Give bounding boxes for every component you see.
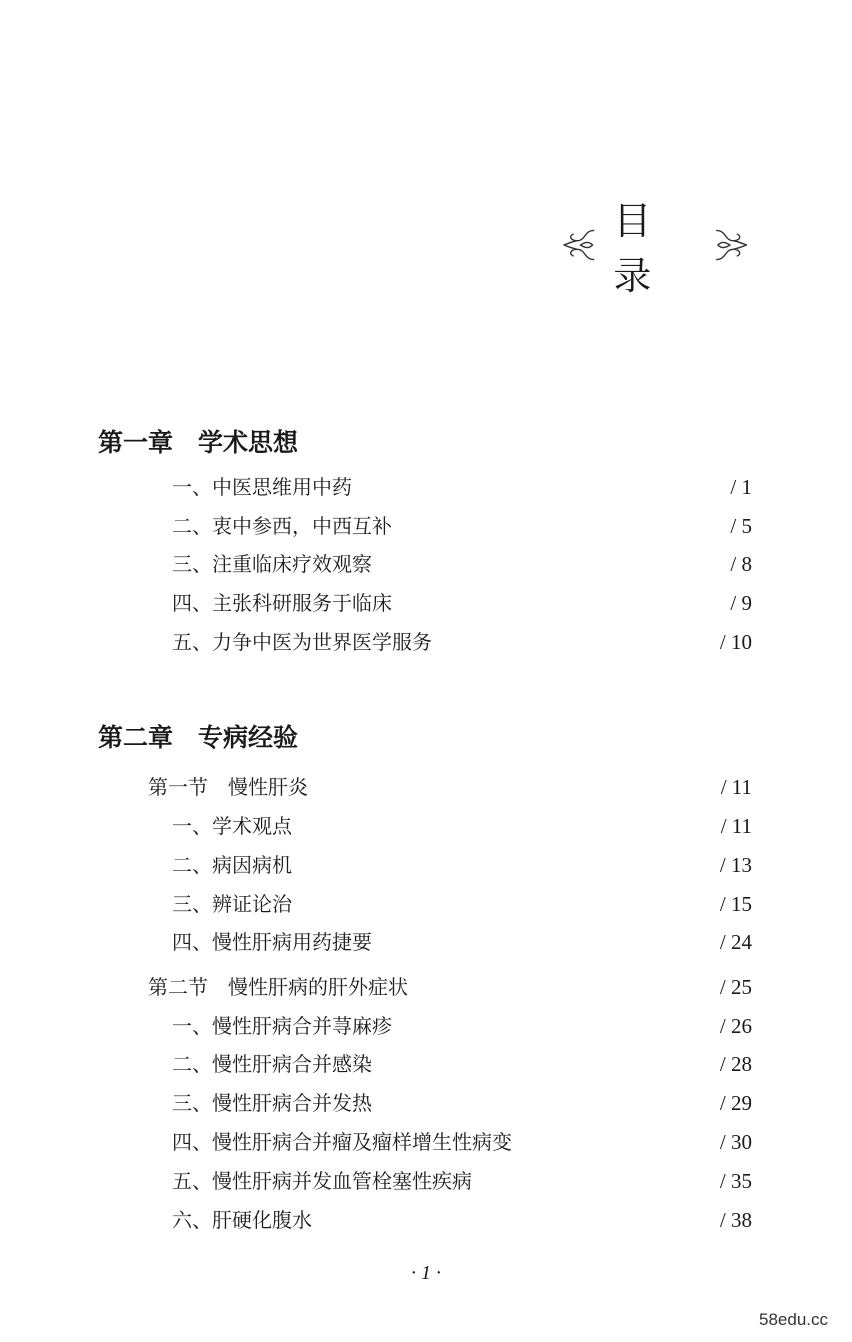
toc-entry[interactable] xyxy=(0,472,852,502)
toc-entry-label: 五、力争中医为世界医学服务 xyxy=(172,630,432,654)
toc-entry-label: 三、慢性肝病合并发热 xyxy=(172,1091,372,1115)
toc-entry-page: / 24 xyxy=(719,930,752,954)
toc-entry[interactable] xyxy=(0,811,852,841)
toc-entry[interactable] xyxy=(0,850,852,880)
watermark: 58edu.cc xyxy=(759,1310,828,1329)
toc-entry[interactable] xyxy=(0,1127,852,1157)
toc-title: 目录 xyxy=(613,199,666,298)
toc-entry-page: / 38 xyxy=(719,1208,752,1232)
toc-entry-page: / 29 xyxy=(719,1091,752,1115)
toc-entry-page: / 28 xyxy=(719,1052,752,1076)
toc-entry[interactable] xyxy=(0,511,852,541)
toc-entry-page: / 11 xyxy=(720,775,752,799)
toc-entry-page: / 26 xyxy=(719,1014,752,1038)
toc-entry-page: / 10 xyxy=(719,630,752,654)
toc-section[interactable] xyxy=(0,772,852,802)
toc-entry-label: 四、慢性肝病合并瘤及瘤样增生性病变 xyxy=(172,1130,512,1154)
toc-entry[interactable] xyxy=(0,549,852,579)
toc-entry-label: 一、慢性肝病合并荨麻疹 xyxy=(172,1014,392,1038)
toc-entry-label: 二、病因病机 xyxy=(172,853,292,877)
toc-entry-label: 六、肝硬化腹水 xyxy=(172,1208,312,1232)
toc-entry[interactable] xyxy=(0,1205,852,1235)
toc-section-label: 第一节 慢性肝炎 xyxy=(148,775,308,799)
toc-section-label: 第二节 慢性肝病的肝外症状 xyxy=(148,975,408,999)
chapter-1-title: 第一章 学术思想 xyxy=(98,428,299,457)
toc-entry[interactable] xyxy=(0,1088,852,1118)
toc-entry-page: / 9 xyxy=(730,591,752,615)
toc-entry-page: / 35 xyxy=(719,1169,752,1193)
toc-entry[interactable] xyxy=(0,927,852,957)
toc-entry-page: / 30 xyxy=(719,1130,752,1154)
toc-entry-label: 三、辨证论治 xyxy=(172,892,292,916)
toc-entry[interactable] xyxy=(0,1166,852,1196)
toc-entry[interactable] xyxy=(0,627,852,657)
toc-entry-label: 一、学术观点 xyxy=(172,814,292,838)
right-ornament-icon xyxy=(711,222,750,268)
toc-entry-label: 五、慢性肝病并发血管栓塞性疾病 xyxy=(172,1169,472,1193)
toc-entry-label: 二、慢性肝病合并感染 xyxy=(172,1052,372,1076)
toc-entry-page: / 11 xyxy=(720,814,752,838)
left-ornament-icon xyxy=(560,222,599,268)
page-number: · 1 · xyxy=(411,1262,441,1284)
toc-entry-label: 二、衷中参西，中西互补 xyxy=(172,514,392,538)
toc-entry-label: 四、慢性肝病用药捷要 xyxy=(172,930,372,954)
toc-entry-page: / 15 xyxy=(719,892,752,916)
toc-entry-page: / 1 xyxy=(730,475,752,499)
toc-entry-page: / 13 xyxy=(719,853,752,877)
toc-entry-label: 四、主张科研服务于临床 xyxy=(172,591,392,615)
toc-entry-label: 三、注重临床疗效观察 xyxy=(172,552,372,576)
toc-entry-page: / 25 xyxy=(719,975,752,999)
toc-heading xyxy=(560,199,750,298)
toc-section[interactable] xyxy=(0,972,852,1002)
toc-entry-label: 一、中医思维用中药 xyxy=(172,475,352,499)
chapter-2-title: 第二章 专病经验 xyxy=(98,723,299,752)
toc-entry[interactable] xyxy=(0,1049,852,1079)
toc-entry[interactable] xyxy=(0,889,852,919)
toc-entry-page: / 8 xyxy=(730,552,752,576)
toc-entry[interactable] xyxy=(0,588,852,618)
toc-entry[interactable] xyxy=(0,1011,852,1041)
toc-entry-page: / 5 xyxy=(730,514,752,538)
